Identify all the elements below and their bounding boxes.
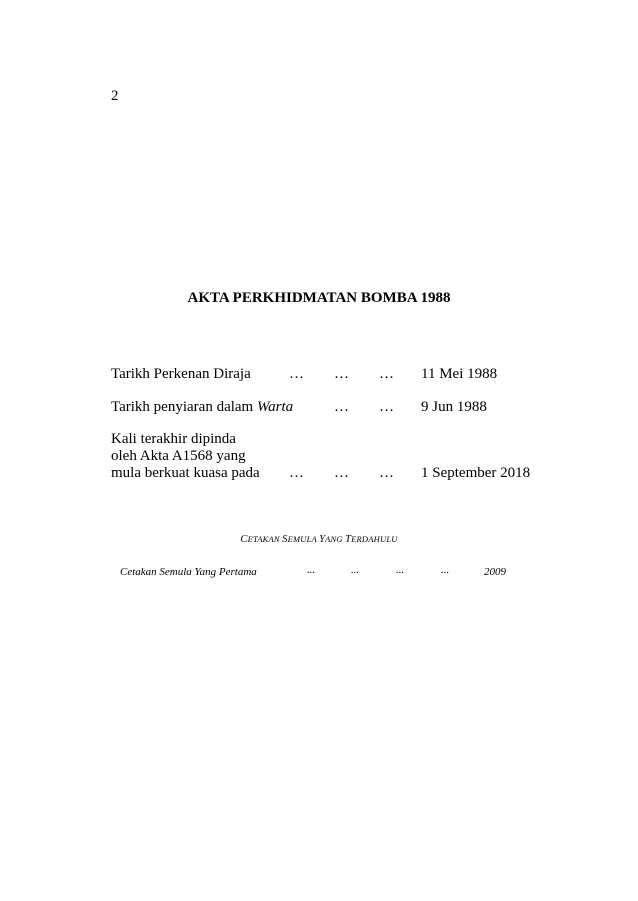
leader-dots: … xyxy=(289,366,304,382)
gazette-label xyxy=(111,398,293,416)
leader-dots: … xyxy=(334,465,349,481)
leader-dots: ... xyxy=(441,564,450,576)
document-title: AKTA PERKHIDMATAN BOMBA 1988 xyxy=(187,290,451,306)
last-amended-label-line: oleh Akta A1568 yang xyxy=(111,448,246,464)
leader-dots: ... xyxy=(351,564,360,576)
gazette-date: 9 Jun 1988 xyxy=(421,399,487,415)
last-amended-label-line: Kali terakhir dipinda xyxy=(111,431,236,447)
heading-part: C xyxy=(240,534,248,545)
royal-assent-label: Tarikh Perkenan Diraja xyxy=(111,366,251,382)
leader-dots: … xyxy=(334,399,349,415)
last-amended-label-line: mula berkuat kuasa pada xyxy=(111,465,260,481)
heading-part: ANG xyxy=(325,534,346,544)
heading-part: T xyxy=(345,534,352,545)
leader-dots: … xyxy=(289,465,304,481)
leader-dots: … xyxy=(379,399,394,415)
heading-part: ERDAHULU xyxy=(351,534,398,544)
gazette-label-prefix: Tarikh penyiaran dalam xyxy=(111,399,254,415)
reprint-year: 2009 xyxy=(484,566,506,578)
gazette-label-italic: Warta xyxy=(256,399,294,415)
leader-dots: ... xyxy=(396,564,405,576)
leader-dots: ... xyxy=(307,564,316,576)
last-amended-date: 1 September 2018 xyxy=(421,465,531,481)
leader-dots: … xyxy=(379,366,394,382)
leader-dots: … xyxy=(334,366,349,382)
heading-part: S xyxy=(282,534,288,545)
reprint-label: Cetakan Semula Yang Pertama xyxy=(120,566,257,578)
heading-part: Y xyxy=(319,534,326,545)
page-number: 2 xyxy=(111,88,119,104)
royal-assent-date: 11 Mei 1988 xyxy=(421,366,498,382)
heading-part: EMULA xyxy=(287,534,320,544)
leader-dots: … xyxy=(379,465,394,481)
previous-reprints-heading xyxy=(0,534,638,545)
heading-part: ETAKAN xyxy=(247,534,283,544)
